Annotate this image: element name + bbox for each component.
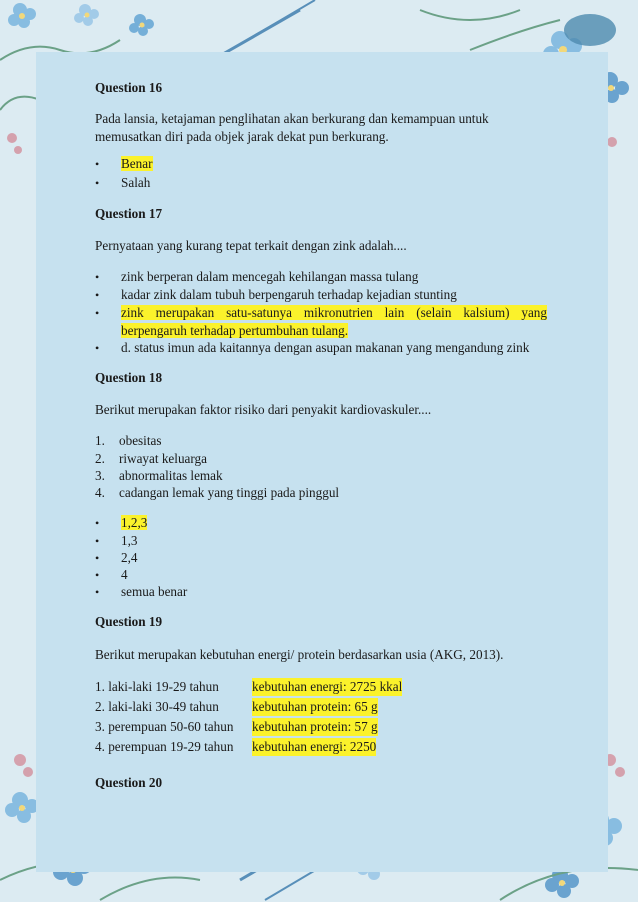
bullet: • [95, 568, 100, 582]
bullet: • [95, 306, 100, 320]
bullet: • [95, 288, 100, 302]
option-text: 4 [121, 567, 128, 582]
item-number: 3. [95, 468, 105, 483]
row-group: 3. perempuan 50-60 tahun [95, 719, 234, 734]
item-text: obesitas [119, 433, 162, 448]
item-text: cadangan lemak yang tinggi pada pinggul [119, 485, 340, 500]
option-text: 1,2,3 [121, 515, 148, 530]
bullet: • [95, 551, 100, 565]
question-16-title: Question 16 [95, 80, 163, 95]
item-number: 1. [95, 433, 105, 448]
option-text: kadar zink dalam tubuh berpengaruh terhadap kejadian stunting [121, 287, 457, 302]
bullet: • [95, 341, 100, 355]
item-text: riwayat keluarga [119, 451, 207, 466]
bullet: • [95, 176, 100, 190]
item-number: 2. [95, 451, 105, 466]
question-18-title: Question 18 [95, 370, 163, 385]
row-group: 4. perempuan 19-29 tahun [95, 739, 234, 754]
question-18-text: Berikut merupakan faktor risiko dari penyakit kardiovaskuler.... [95, 402, 432, 417]
option-text: zink berperan dalam mencegah kehilangan massa tulang [121, 269, 419, 284]
option-text: 1,3 [121, 533, 138, 548]
bullet: • [95, 534, 100, 548]
option-text: Salah [121, 175, 151, 190]
bullet: • [95, 585, 100, 599]
option-text: d. status imun ada kaitannya dengan asupan makanan yang mengandung zink [121, 340, 530, 355]
question-16-text: Pada lansia, ketajaman penglihatan akan berkurang dan kemampuan untuk memusatkan diri pada objek jarak dekat pun berkurang. [95, 111, 489, 144]
item-text: abnormalitas lemak [119, 468, 223, 483]
row-value: kebutuhan energi: 2725 kkal [252, 679, 403, 694]
row-group: 1. laki-laki 19-29 tahun [95, 679, 219, 694]
bullet: • [95, 516, 100, 530]
bullet: • [95, 157, 100, 171]
option-text: zink merupakan satu-satunya mikronutrien lain (selain kalsium) yang berpengaruh terhadap pertumbuhan tulang. [121, 305, 547, 338]
option-text: Benar [121, 156, 153, 171]
question-17-text: Pernyataan yang kurang tepat terkait dengan zink adalah.... [95, 238, 407, 253]
option-text: semua benar [121, 584, 188, 599]
question-17-title: Question 17 [95, 206, 163, 221]
question-19-text: Berikut merupakan kebutuhan energi/ protein berdasarkan usia (AKG, 2013). [95, 647, 504, 662]
question-19-title: Question 19 [95, 614, 163, 629]
row-value: kebutuhan energi: 2250 [252, 739, 377, 754]
row-value: kebutuhan protein: 65 g [252, 699, 378, 714]
question-20-title: Question 20 [95, 775, 163, 790]
bullet: • [95, 270, 100, 284]
item-number: 4. [95, 485, 105, 500]
row-value: kebutuhan protein: 57 g [252, 719, 378, 734]
option-text: 2,4 [121, 550, 138, 565]
row-group: 2. laki-laki 30-49 tahun [95, 699, 219, 714]
